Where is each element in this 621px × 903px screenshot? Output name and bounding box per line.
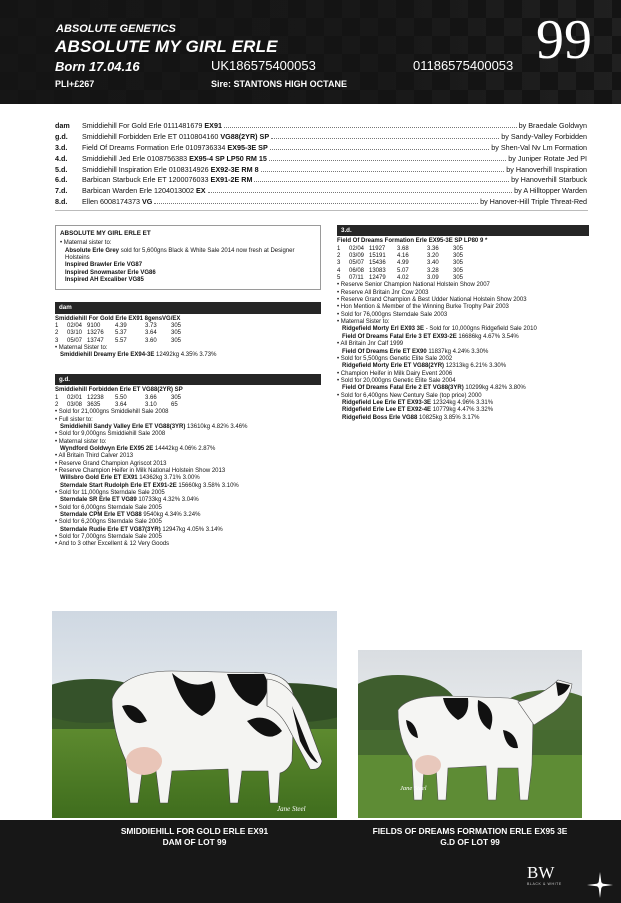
pedigree-sire: by Hanoverhill Inspiration [506,164,587,174]
bw-logo-subtext: BLACK & WHITE [527,882,562,886]
lactation-cell: 305 [171,323,182,330]
lactation-cell: 13083 [369,267,386,274]
note-line: Sterndale SR Erle ET VG89 10733kg 4.32% 3.04% [60,497,199,504]
lactation-cell: 15191 [369,253,386,260]
pedigree-name: Smiddiehill Inspiration Erle 0108314926 EX92-3E RM 8 [82,164,259,174]
lactation-cell: 03/10 [67,330,83,337]
lactation-cell: 02/04 [349,245,365,252]
lactation-cell: 02/04 [67,323,83,330]
lactation-cell: 3.64 [115,401,127,408]
gd-lactations [55,395,321,410]
note-line: • Maternal sister to: [60,240,316,247]
lactation-row [337,246,589,253]
lactation-cell: 2 [55,401,59,408]
lactation-row [55,395,321,402]
lactation-cell: 03/09 [349,253,365,260]
pli-value: PLI+£267 [55,79,95,89]
lactation-cell: 4.02 [397,275,409,282]
note-line: Field Of Dreams Fatal Erle 3 ET EX93-2E 16686kg 4.67% 3.54% [342,333,519,340]
pedigree-name: Barbican Warden Erle 1204013002 EX [82,186,206,196]
uk-registration: UK186575400053 [211,58,316,73]
lactation-row [55,323,321,330]
note-line: • Sold for 76,000gns Sterndale Sale 2003 [337,312,589,319]
note-line: • Maternal Sister to: [337,319,589,326]
note-line: • Reserve Grand Champion Agriscot 2013 [55,461,321,468]
note-line: • Maternal sister to: [55,439,321,446]
bw-logo: BW [527,863,555,882]
pedigree-label: g.d. [55,131,68,141]
lot-number: 99 [536,9,592,71]
note-line [60,277,316,284]
pedigree-label: dam [55,121,70,130]
note-line: • Reserve All Britain Jnr Cow 2003 [337,290,589,297]
note-line [60,262,316,269]
pedigree-label: 4.d. [55,153,68,163]
lactation-cell: 11927 [369,245,386,252]
pedigree-row [55,132,587,143]
note-bold: Field Of Dreams Erle ET EX90 [342,348,427,355]
lactation-row [337,253,589,260]
lot-title: ABSOLUTE MY GIRL ERLE [55,37,278,56]
note-line [60,270,316,277]
pedigree-row [55,197,587,208]
pedigree-grade: EX95-3E SP [227,142,268,152]
lactation-row [55,402,321,409]
note-line: Field Of Dreams Erle ET EX90 11837kg 4.24% 3.30% [342,348,489,355]
note-bold: Inspired AH Excaliber VG85 [65,277,144,284]
dotted-leader [269,155,506,161]
section-head-gd: g.d. [55,374,321,385]
lactation-cell: 9100 [87,323,101,330]
3d-title: Field Of Dreams Formation Erle EX95-3E SP LP80 9 * [337,238,488,245]
note-line: • And to 3 other Excellent & 12 Very Goods [55,541,321,548]
pedigree-list [55,121,587,208]
pedigree-row [55,186,587,197]
note-line: Sterndale Start Rudolph Erle ET EX91-2E 15660kg 3.58% 3.10% [60,482,239,489]
pedigree-sire: by A Hilltopper Warden [514,186,587,196]
born-date: Born 17.04.16 [55,59,140,74]
lactation-cell: 3.10 [145,401,157,408]
note-bold: Field Of Dreams Fatal Erle 2 ET VG88(3YR) [342,385,464,392]
lactation-cell: 3.28 [427,267,439,274]
note-line: Sterndale CPM Erle ET VG88 9540kg 4.34% 3.24% [60,512,201,518]
pedigree-label: 3.d. [55,142,68,152]
note-line: • Sold for 9,000gns Smiddiehill Sale 2008 [55,431,321,438]
section-head-3d: 3.d. [337,225,589,236]
lactation-cell: 5.50 [115,394,127,401]
pedigree-sire: by Sandy-Valley Forbidden [501,131,587,141]
note-line: • Champion Heifer in Milk Dairy Event 2006 [337,371,589,378]
lactation-cell: 65 [171,401,178,408]
note-line: • Sold for 11,000gns Sterndale Sale 2005 [55,490,321,497]
photographer-credit-2: Jane Steel [400,785,427,792]
lactation-cell: 3.40 [427,260,439,267]
lactation-row [337,275,589,282]
pedigree-name: Smiddiehill Forbidden Erle ET 0110804160 VG88(2YR) SP [82,131,270,141]
dam-photo [52,611,337,818]
pedigree-label: 7.d. [55,186,68,196]
3d-lactations [337,246,589,283]
note-line: Willsbro Gold Erle ET EX91 14362kg 3.71% 3.00% [60,475,200,482]
note-bold: Ridgefield Morty Erle ET VG88(2YR) [342,363,445,370]
lactation-cell: 1 [337,245,341,252]
note-line: Ridgefield Morty Erl EX93 3E - Sold for 10,000gns Ridgefield Sale 2010 [342,326,537,333]
lactation-row [337,260,589,267]
right-column [337,225,589,422]
pedigree-row [55,143,587,154]
brand-name: ABSOLUTE GENETICS [56,23,176,35]
note-line: • Sold for 20,000gns Genetic Elite Sale 2004 [337,378,589,385]
lactation-cell: 5.37 [115,330,127,337]
note-line: • All Britain Jnr Calf 1999 [337,341,589,348]
note-line: Absolute Erle Grey sold for 5,600gns Black & White Sale 2014 now fresh at Designer Holsteins [65,247,295,262]
lactation-cell: 305 [171,330,182,337]
lactation-row [337,268,589,275]
note-bold: Ridgefield Erle Lee ET EX92-4E [342,407,432,414]
pedigree-row [55,175,587,186]
lactation-cell: 07/11 [349,275,364,282]
note-line: • All Britain Third Calver 2013 [55,453,321,460]
lactation-cell: 305 [453,267,464,274]
lactation-cell: 2 [55,330,59,337]
note-line: Smiddiehill Sandy Valley Erle ET VG88(3YR) 13610kg 4.82% 3.46% [60,423,248,430]
3d-notes [337,282,589,422]
note-line: Ridgefield Boss Erle VG88 10825kg 3.85% 3.17% [342,414,480,421]
pedigree-grade: EX91-2E RM [210,175,253,185]
note-line: • Reserve Senior Champion National Holstein Show 2007 [337,282,589,289]
lactation-cell: 03/08 [67,401,83,408]
pedigree-grade: EX [196,186,206,196]
dotted-leader [271,133,499,139]
note-line: • Reserve Champion Heifer in Milk National Holstein Show 2013 [55,468,321,475]
note-line: • Sold for 7,000gns Sterndale Sale 2005 [55,534,321,541]
note-line: • Sold for 5,500gns Genetic Elite Sale 2002 [337,356,589,363]
lactation-cell: 305 [453,260,464,267]
lactation-cell: 1 [55,394,59,401]
note-bold: Willsbro Gold Erle ET EX91 [60,475,138,482]
divider [55,210,588,211]
note-bold: Ridgefield Lee Erle ET EX93-3E [342,399,432,406]
note-line: • Sold for 21,000gns Smiddiehill Sale 2008 [55,409,321,416]
note-bold: Smiddiehill Sandy Valley Erle ET VG88(3YR) [60,423,186,430]
note-bold: Wyndford Goldwyn Erle EX95 2E [60,445,154,452]
note-line: • Full sister to: [55,417,321,424]
pedigree-grade: EX92-3E RM 8 [210,164,259,174]
lactation-cell: 4 [337,267,341,274]
pedigree-sire: by Juniper Rotate Jed PI [508,153,587,163]
pedigree-name: Field Of Dreams Formation Erle 0109736334 EX95-3E SP [82,142,268,152]
lactation-cell: 06/08 [349,267,365,274]
gd-title: Smiddiehill Forbidden Erle ET VG88(2YR) SP [55,387,183,394]
pedigree-label: 5.d. [55,164,68,174]
note-line: • Sold for 6,400gns New Century Sale (top price) 2000 [337,393,589,400]
note-line: Field Of Dreams Fatal Erle 2 ET VG88(3YR) 10299kg 4.82% 3.80% [342,385,526,392]
pedigree-label: 6.d. [55,175,68,185]
note-line: Wyndford Goldwyn Erle EX95 2E 14442kg 4.06% 2.87% [60,445,216,452]
lactation-row [55,338,321,345]
lot-info-box [55,225,321,290]
caption-grand-dam: FIELDS OF DREAMS FORMATION ERLE EX95 3E G.D OF LOT 99 [372,826,568,847]
left-column [55,225,321,549]
lactation-cell: 3.64 [145,330,157,337]
pedigree-name: Ellen 6008174373 VG [82,197,153,207]
sire-name: Sire: STANTONS HIGH OCTANE [211,79,348,89]
pedigree-name: Barbican Starbuck Erle ET 1200076033 EX91-2E RM [82,175,253,185]
pedigree-sire: by Braedale Goldwyn [518,121,587,130]
lactation-cell: 13276 [87,330,104,337]
lactation-cell: 305 [453,245,464,252]
dotted-leader [224,122,517,128]
lactation-cell: 4.39 [115,323,127,330]
lactation-cell: 4.16 [397,253,409,260]
lactation-cell: 3.60 [145,337,157,344]
photographer-credit-1: Jane Steel [277,805,306,813]
note-bold: Inspired Snowmaster Erle VG86 [65,269,156,276]
dotted-leader [261,166,505,172]
note-line: Smiddiehill Dreamy Erle EX94-3E 12492kg 4.35% 3.73% [60,352,217,359]
pedigree-sire: by Hanover-Hill Triple Threat-Red [480,197,587,207]
grand-dam-photo [358,650,582,818]
note-bold: Smiddiehill Dreamy Erle EX94-3E [60,352,155,359]
lactation-cell: 3.66 [145,394,157,401]
note-line: • Sold for 6,000gns Sterndale Sale 2005 [55,505,321,512]
note-bold: Absolute Erle Grey [65,247,120,254]
lactation-row [55,330,321,337]
header-banner [0,0,621,104]
lactation-cell: 05/07 [67,337,83,344]
lactation-cell: 2 [337,253,341,260]
pedigree-label: 8.d. [55,197,68,207]
dotted-leader [154,198,478,204]
note-line: • Reserve Grand Champion & Best Udder National Holstein Show 2003 [337,297,589,304]
pedigree-sire: by Hanoverhill Starbuck [511,175,587,185]
lactation-cell: 305 [453,253,464,260]
lactation-cell: 3.68 [397,245,409,252]
lactation-cell: 3 [55,337,59,344]
lactation-cell: 3.20 [427,253,439,260]
lactation-cell: 13747 [87,337,104,344]
note-bold: Sterndale Start Rudolph Erle ET EX91-2E [60,482,177,489]
note-line: • Hon Mention & Member of the Winning Burke Trophy Pair 2003 [337,304,589,311]
lactation-cell: 3.73 [145,323,157,330]
registration-number: 01186575400053 [413,58,514,73]
lactation-cell: 3.09 [427,275,439,282]
caption-dam: SMIDDIEHILL FOR GOLD ERLE EX91 DAM OF LOT 99 [120,826,269,847]
lactation-cell: 12479 [369,275,386,282]
note-line: Sterndale Rudie Erle ET VG87(3YR) 12947kg 4.05% 3.14% [60,526,223,533]
lactation-cell: 5.57 [115,337,127,344]
note-line: • Sold for 6,200gns Sterndale Sale 2005 [55,519,321,526]
lactation-cell: 15436 [369,260,386,267]
pedigree-grade: VG88(2YR) SP [220,131,270,141]
lactation-cell: 02/01 [67,394,83,401]
pedigree-row [55,121,587,132]
lactation-cell: 05/07 [349,260,365,267]
note-bold: Sterndale CPM Erle ET VG88 [60,512,142,518]
lactation-cell: 12238 [87,394,104,401]
lactation-cell: 4.99 [397,260,409,267]
dotted-leader [208,187,513,193]
note-line: Ridgefield Morty Erle ET VG88(2YR) 12313kg 6.21% 3.30% [342,363,507,370]
lactation-cell: 305 [171,394,182,401]
lactation-cell: 3635 [87,401,101,408]
note-bold: Ridgefield Morty Erl EX93 3E [342,326,425,333]
lactation-cell: 3 [337,260,341,267]
lactation-cell: 3.36 [427,245,439,252]
section-head-dam: dam [55,302,321,313]
dotted-leader [254,176,509,182]
box-lines [60,240,316,284]
lactation-cell: 5 [337,275,341,282]
note-bold: Sterndale SR Erle ET VG89 [60,497,137,504]
lactation-cell: 5.07 [397,267,409,274]
note-line: Ridgefield Lee Erle ET EX93-3E 12324kg 4.96% 3.31% [342,399,494,406]
pedigree-grade: VG [141,197,153,207]
pedigree-sire: by Shen-Val Nv Lm Formation [491,142,587,152]
note-bold: Inspired Brawler Erle VG87 [65,262,143,269]
pedigree-row [55,154,587,165]
note-bold: Ridgefield Boss Erle VG88 [342,414,418,421]
lactation-cell: 305 [171,337,182,344]
sparkle-icon [585,870,615,900]
dam-notes [55,345,321,360]
lactation-cell: 305 [453,275,464,282]
dotted-leader [270,144,489,150]
note-line: Ridgefield Erle Lee ET EX92-4E 10779kg 4.47% 3.32% [342,407,494,414]
gd-notes [55,409,321,549]
note-line: • Maternal Sister to: [55,345,321,352]
note-bold: Field Of Dreams Fatal Erle 3 ET EX93-2E [342,333,457,340]
pedigree-row [55,165,587,176]
pedigree-grade: EX91 [204,121,222,130]
pedigree-name: Smiddiehill Jed Erle 0108756383 EX95-4 SP LP50 RM 15 [82,153,267,163]
pedigree-name: Smiddiehill For Gold Erle 0111481679 EX91 [82,121,222,130]
dam-title: Smiddiehill For Gold Erle EX91 8gensVG/EX [55,315,181,322]
note-bold: Sterndale Rudie Erle ET VG87(3YR) [60,526,161,533]
pedigree-grade: EX95-4 SP LP50 RM 15 [189,153,267,163]
box-title: ABSOLUTE MY GIRL ERLE ET [60,230,151,237]
lactation-cell: 1 [55,323,59,330]
dam-lactations [55,323,321,345]
